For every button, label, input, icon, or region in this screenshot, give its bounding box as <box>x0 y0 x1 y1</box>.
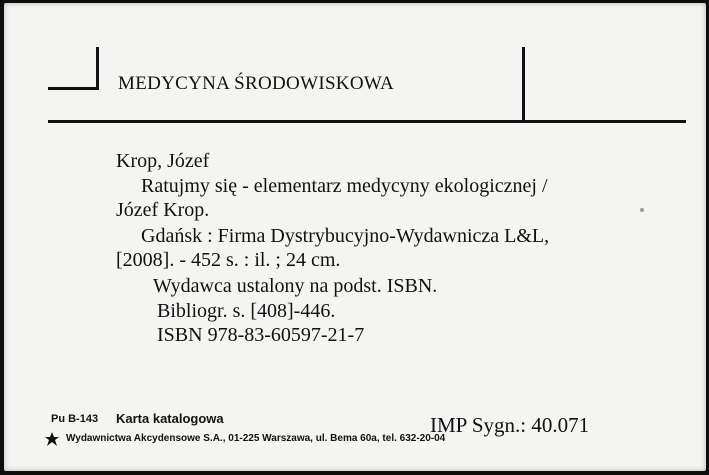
entry-publication: Gdańsk : Firma Dystrybucyjno-Wydawnicza L&L, <box>141 225 550 247</box>
heading-frame-left-line <box>96 47 99 90</box>
subject-heading: MEDYCYNA ŚRODOWISKOWA <box>118 73 395 94</box>
call-number: IMP Sygn.: 40.071 <box>430 413 590 437</box>
entry-author: Krop, Józef <box>116 150 210 172</box>
form-name: Karta katalogowa <box>116 411 224 426</box>
publisher-logo-icon <box>44 431 60 447</box>
heading-frame-right-line <box>522 47 525 121</box>
heading-frame-top-line <box>48 87 98 90</box>
paper-speck <box>640 208 644 212</box>
publisher-info: Wydawnictwa Akcydensowe S.A., 01-225 Warszawa, ul. Bema 60a, tel. 632-20-04 <box>66 433 446 444</box>
entry-title: Ratujmy się - elementarz medycyny ekologicznej / <box>141 175 548 197</box>
catalog-card <box>4 3 706 471</box>
entry-title-responsibility: Józef Krop. <box>116 199 210 221</box>
entry-isbn: ISBN 978-83-60597-21-7 <box>157 324 365 346</box>
entry-date-extent: [2008]. - 452 s. : il. ; 24 cm. <box>116 249 341 271</box>
entry-note-publisher: Wydawca ustalony na podst. ISBN. <box>153 275 438 297</box>
heading-underline <box>48 120 686 123</box>
form-code: Pu B-143 <box>51 413 99 425</box>
entry-note-bibliography: Bibliogr. s. [408]-446. <box>157 300 336 322</box>
